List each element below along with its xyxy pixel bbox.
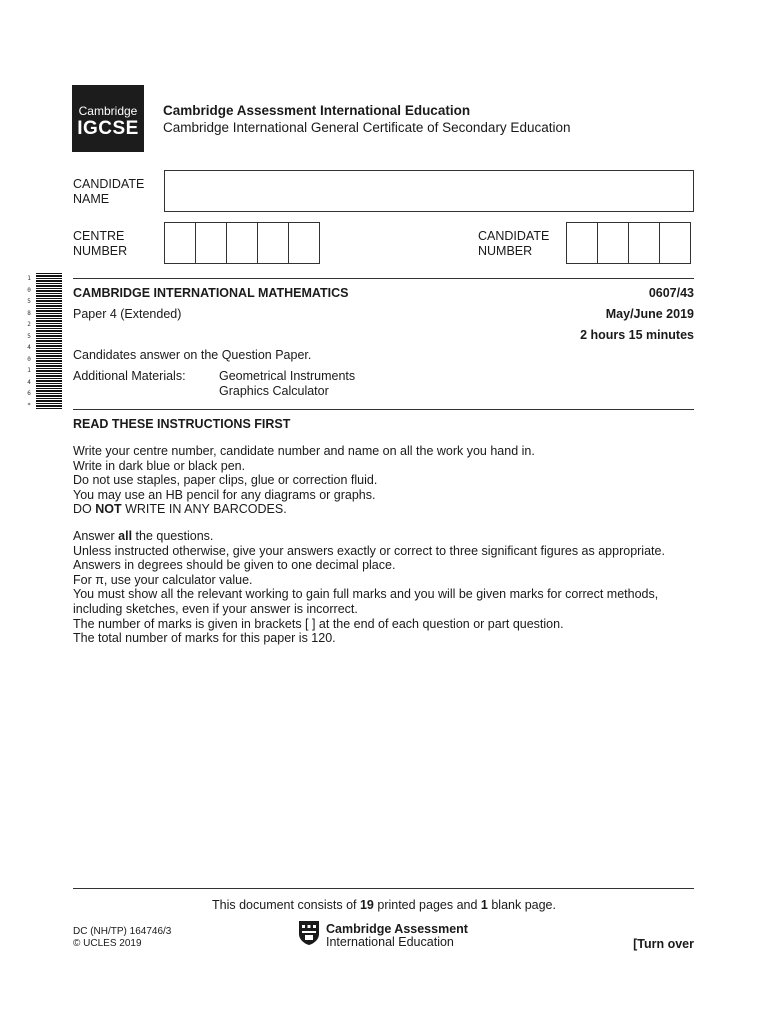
do-not-emphasis: NOT xyxy=(95,502,122,517)
instruction-line: including sketches, even if your answer is incorrect. xyxy=(73,601,358,616)
pages-suffix: blank page. xyxy=(487,898,556,912)
candidate-name-label-line1: CANDIDATE xyxy=(73,177,145,191)
barcode xyxy=(36,273,62,410)
candidate-name-label-line2: NAME xyxy=(73,192,110,206)
candidate-number-field[interactable] xyxy=(566,222,691,264)
do-not-suffix: WRITE IN ANY BARCODES. xyxy=(121,502,287,517)
centre-number-label-line1: CENTRE xyxy=(73,229,125,243)
session: May/June 2019 xyxy=(605,307,694,321)
blank-count: 1 xyxy=(480,898,488,912)
centre-number-label-line2: NUMBER xyxy=(73,244,128,258)
instruction-line xyxy=(73,529,695,544)
cambridge-assessment-logo xyxy=(298,920,468,951)
instruction-line: Write your centre number, candidate number and name on all the work you hand in. xyxy=(73,444,535,458)
pages-mid: printed pages and xyxy=(373,898,481,912)
footer-divider xyxy=(73,888,694,889)
candidate-number-label-line2: NUMBER xyxy=(478,244,533,258)
logo-line1: Cambridge xyxy=(78,103,138,118)
candidate-number-label xyxy=(478,229,549,259)
barcode-digits: 1 0 5 8 2 5 4 0 1 4 6 * xyxy=(27,275,31,409)
centre-number-cell[interactable] xyxy=(195,222,227,264)
centre-number-cell[interactable] xyxy=(288,222,320,264)
duration: 2 hours 15 minutes xyxy=(580,328,694,342)
divider xyxy=(73,278,694,279)
do-not-prefix: DO xyxy=(73,502,96,517)
instruction-line: For π, use your calculator value. xyxy=(73,572,253,587)
answer-prefix: Answer xyxy=(73,529,119,543)
instructions-block2 xyxy=(73,529,695,646)
instruction-line: The number of marks is given in brackets [ ] at the end of each question or part question. xyxy=(73,616,564,631)
instruction-line xyxy=(73,502,695,517)
brand-line1: Cambridge Assessment xyxy=(326,921,468,936)
logo-line2: IGCSE xyxy=(77,117,139,139)
candidate-number-cell[interactable] xyxy=(597,222,629,264)
candidate-number-cell[interactable] xyxy=(628,222,660,264)
candidate-name-label xyxy=(73,177,144,207)
pages-prefix: This document consists of xyxy=(212,898,360,912)
instructions-block1 xyxy=(73,444,695,517)
qualification-title: Cambridge International General Certificate of Secondary Education xyxy=(163,120,571,135)
instruction-line: You may use an HB pencil for any diagrams or graphs. xyxy=(73,487,376,502)
document-ref xyxy=(73,926,171,950)
candidate-number-cell[interactable] xyxy=(659,222,691,264)
brand-line2: International Education xyxy=(326,934,454,949)
org-title: Cambridge Assessment International Education xyxy=(163,103,471,118)
answer-emphasis: all xyxy=(118,529,133,543)
crest-icon xyxy=(298,920,320,951)
copyright: © UCLES 2019 xyxy=(73,938,142,949)
centre-number-cell[interactable] xyxy=(226,222,258,264)
answer-suffix: the questions. xyxy=(132,529,214,543)
instruction-line: Do not use staples, paper clips, glue or correction fluid. xyxy=(73,473,378,488)
candidate-name-field[interactable] xyxy=(164,170,694,212)
candidate-number-label-line1: CANDIDATE xyxy=(478,229,550,243)
pages-count: 19 xyxy=(359,898,374,912)
candidate-number-cell[interactable] xyxy=(566,222,598,264)
material-item: Graphics Calculator xyxy=(219,383,329,398)
instruction-line: Write in dark blue or black pen. xyxy=(73,458,246,473)
materials-list xyxy=(219,369,355,398)
centre-number-cell[interactable] xyxy=(164,222,196,264)
instruction-line: You must show all the relevant working to gain full marks and you will be given marks for correct methods, xyxy=(73,587,659,602)
answer-on-note: Candidates answer on the Question Paper. xyxy=(73,348,312,362)
page-count-note xyxy=(0,898,768,912)
divider xyxy=(73,409,694,410)
instruction-line: The total number of marks for this paper is 120. xyxy=(73,631,336,646)
materials-label: Additional Materials: xyxy=(73,369,186,383)
cambridge-igcse-logo xyxy=(72,85,144,152)
subject-title: CAMBRIDGE INTERNATIONAL MATHEMATICS xyxy=(73,286,349,300)
paper-name: Paper 4 (Extended) xyxy=(73,307,182,321)
centre-number-field[interactable] xyxy=(164,222,320,264)
centre-number-cell[interactable] xyxy=(257,222,289,264)
turn-over: [Turn over xyxy=(633,937,694,951)
instruction-line: Answers in degrees should be given to one decimal place. xyxy=(73,558,396,573)
ref-code: DC (NH/TP) 164746/3 xyxy=(73,926,172,937)
centre-number-label xyxy=(73,229,127,259)
material-item: Geometrical Instruments xyxy=(219,369,356,383)
paper-code: 0607/43 xyxy=(648,286,694,300)
instructions-heading: READ THESE INSTRUCTIONS FIRST xyxy=(73,417,291,431)
instruction-line: Unless instructed otherwise, give your answers exactly or correct to three significant figures as appropriate. xyxy=(73,543,665,558)
